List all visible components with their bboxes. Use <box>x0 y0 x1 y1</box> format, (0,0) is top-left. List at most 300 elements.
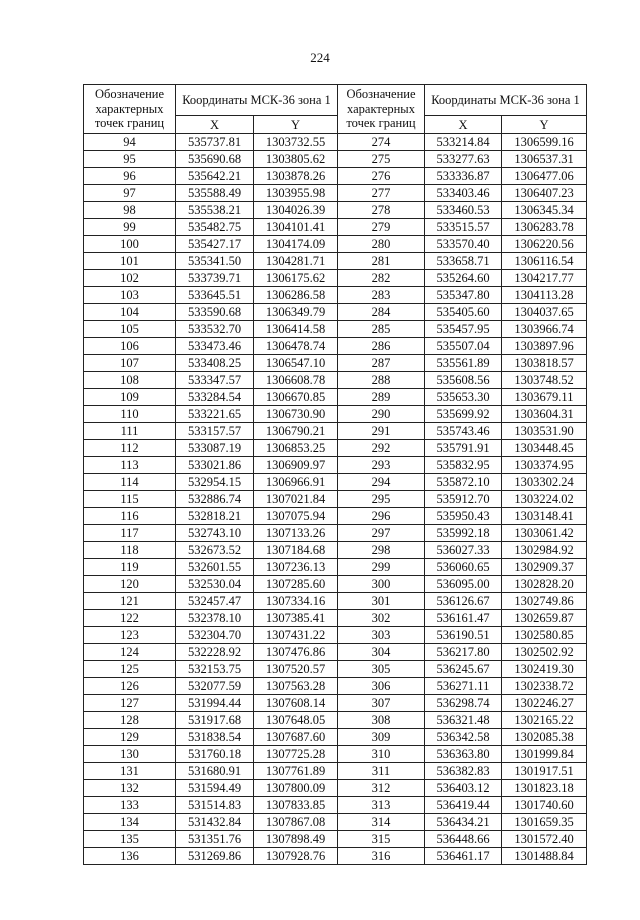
point-right-cell: 298 <box>338 542 425 559</box>
point-left-cell: 97 <box>84 185 176 202</box>
point-right-cell: 295 <box>338 491 425 508</box>
x-right-cell: 535912.70 <box>425 491 502 508</box>
y-left-cell: 1307563.28 <box>254 678 338 695</box>
x-left-cell: 533284.54 <box>176 389 254 406</box>
y-right-cell: 1302659.87 <box>502 610 587 627</box>
point-left-cell: 115 <box>84 491 176 508</box>
table-row <box>84 508 587 525</box>
x-left-cell: 532673.52 <box>176 542 254 559</box>
y-right-cell: 1303302.24 <box>502 474 587 491</box>
table-row <box>84 525 587 542</box>
point-left-cell: 99 <box>84 219 176 236</box>
table-row <box>84 644 587 661</box>
y-right-cell: 1301659.35 <box>502 814 587 831</box>
x-right-cell: 535832.95 <box>425 457 502 474</box>
table-row <box>84 797 587 814</box>
table-row <box>84 848 587 865</box>
y-left-cell: 1304101.41 <box>254 219 338 236</box>
y-right-cell: 1303897.96 <box>502 338 587 355</box>
y-right-cell: 1304037.65 <box>502 304 587 321</box>
x-right-cell: 536095.00 <box>425 576 502 593</box>
table-row <box>84 559 587 576</box>
x-left-cell: 531351.76 <box>176 831 254 848</box>
table-row <box>84 355 587 372</box>
x-right-cell: 533515.57 <box>425 219 502 236</box>
y-right-cell: 1306116.54 <box>502 253 587 270</box>
table-row <box>84 729 587 746</box>
x-right-cell: 536461.17 <box>425 848 502 865</box>
y-right-cell: 1303448.45 <box>502 440 587 457</box>
point-left-cell: 125 <box>84 661 176 678</box>
y-left-cell: 1307476.86 <box>254 644 338 661</box>
y-right-cell: 1306220.56 <box>502 236 587 253</box>
x-right-cell: 536060.65 <box>425 559 502 576</box>
x-right-cell: 533214.84 <box>425 134 502 151</box>
y-right-cell: 1304217.77 <box>502 270 587 287</box>
point-right-cell: 305 <box>338 661 425 678</box>
point-right-cell: 310 <box>338 746 425 763</box>
y-left-cell: 1303732.55 <box>254 134 338 151</box>
y-right-cell: 1306283.78 <box>502 219 587 236</box>
table-row <box>84 406 587 423</box>
x-left-cell: 533532.70 <box>176 321 254 338</box>
y-left-cell: 1306414.58 <box>254 321 338 338</box>
table-row <box>84 185 587 202</box>
point-left-cell: 122 <box>84 610 176 627</box>
x-right-cell: 535992.18 <box>425 525 502 542</box>
x-header-left: X <box>176 116 254 134</box>
point-left-cell: 100 <box>84 236 176 253</box>
y-left-cell: 1307431.22 <box>254 627 338 644</box>
point-right-cell: 294 <box>338 474 425 491</box>
y-right-cell: 1303748.52 <box>502 372 587 389</box>
x-right-cell: 536419.44 <box>425 797 502 814</box>
table-row <box>84 287 587 304</box>
table-row <box>84 474 587 491</box>
point-left-cell: 135 <box>84 831 176 848</box>
point-left-cell: 119 <box>84 559 176 576</box>
point-left-cell: 133 <box>84 797 176 814</box>
y-left-cell: 1306349.79 <box>254 304 338 321</box>
point-right-cell: 290 <box>338 406 425 423</box>
point-left-cell: 117 <box>84 525 176 542</box>
x-left-cell: 533157.57 <box>176 423 254 440</box>
x-left-cell: 531680.91 <box>176 763 254 780</box>
y-right-cell: 1302165.22 <box>502 712 587 729</box>
x-left-cell: 532457.47 <box>176 593 254 610</box>
x-right-cell: 536298.74 <box>425 695 502 712</box>
x-left-cell: 531994.44 <box>176 695 254 712</box>
point-right-cell: 307 <box>338 695 425 712</box>
y-right-cell: 1306599.16 <box>502 134 587 151</box>
y-right-cell: 1303531.90 <box>502 423 587 440</box>
point-right-cell: 301 <box>338 593 425 610</box>
point-left-cell: 120 <box>84 576 176 593</box>
y-left-cell: 1307385.41 <box>254 610 338 627</box>
y-left-cell: 1303805.62 <box>254 151 338 168</box>
x-right-cell: 536321.48 <box>425 712 502 729</box>
table-row <box>84 593 587 610</box>
point-right-cell: 275 <box>338 151 425 168</box>
x-left-cell: 531432.84 <box>176 814 254 831</box>
x-right-cell: 536161.47 <box>425 610 502 627</box>
y-right-cell: 1302749.86 <box>502 593 587 610</box>
x-right-cell: 536363.80 <box>425 746 502 763</box>
x-left-cell: 533590.68 <box>176 304 254 321</box>
point-right-cell: 306 <box>338 678 425 695</box>
y-right-cell: 1301917.51 <box>502 763 587 780</box>
y-left-cell: 1306790.21 <box>254 423 338 440</box>
table-row <box>84 236 587 253</box>
x-left-cell: 533021.86 <box>176 457 254 474</box>
table-row <box>84 814 587 831</box>
coords-header-right: Координаты МСК-36 зона 1 <box>425 85 587 116</box>
point-left-cell: 130 <box>84 746 176 763</box>
x-right-cell: 536245.67 <box>425 661 502 678</box>
x-left-cell: 531760.18 <box>176 746 254 763</box>
point-left-cell: 108 <box>84 372 176 389</box>
y-left-cell: 1307608.14 <box>254 695 338 712</box>
table-row <box>84 763 587 780</box>
x-right-cell: 535743.46 <box>425 423 502 440</box>
table-row <box>84 695 587 712</box>
x-header-right: X <box>425 116 502 134</box>
x-right-cell: 535347.80 <box>425 287 502 304</box>
table-row <box>84 202 587 219</box>
y-left-cell: 1307833.85 <box>254 797 338 814</box>
table-row <box>84 168 587 185</box>
x-left-cell: 532954.15 <box>176 474 254 491</box>
x-left-cell: 533347.57 <box>176 372 254 389</box>
y-right-cell: 1302909.37 <box>502 559 587 576</box>
point-left-cell: 131 <box>84 763 176 780</box>
y-right-cell: 1302338.72 <box>502 678 587 695</box>
point-left-cell: 116 <box>84 508 176 525</box>
y-left-cell: 1303955.98 <box>254 185 338 202</box>
y-left-cell: 1307687.60 <box>254 729 338 746</box>
y-right-cell: 1301999.84 <box>502 746 587 763</box>
point-right-cell: 276 <box>338 168 425 185</box>
x-left-cell: 535538.21 <box>176 202 254 219</box>
x-left-cell: 531594.49 <box>176 780 254 797</box>
x-right-cell: 536126.67 <box>425 593 502 610</box>
x-right-cell: 535264.60 <box>425 270 502 287</box>
y-left-cell: 1307184.68 <box>254 542 338 559</box>
y-left-cell: 1306730.90 <box>254 406 338 423</box>
x-right-cell: 536271.11 <box>425 678 502 695</box>
x-left-cell: 532153.75 <box>176 661 254 678</box>
x-right-cell: 533277.63 <box>425 151 502 168</box>
x-right-cell: 535791.91 <box>425 440 502 457</box>
y-left-cell: 1307133.26 <box>254 525 338 542</box>
y-left-cell: 1306286.58 <box>254 287 338 304</box>
y-left-cell: 1307648.05 <box>254 712 338 729</box>
table-row <box>84 134 587 151</box>
y-left-cell: 1307520.57 <box>254 661 338 678</box>
point-right-cell: 300 <box>338 576 425 593</box>
x-left-cell: 535588.49 <box>176 185 254 202</box>
table-row <box>84 270 587 287</box>
point-left-cell: 118 <box>84 542 176 559</box>
x-left-cell: 533408.25 <box>176 355 254 372</box>
y-right-cell: 1303679.11 <box>502 389 587 406</box>
y-left-cell: 1307928.76 <box>254 848 338 865</box>
x-left-cell: 532077.59 <box>176 678 254 695</box>
y-header-left: Y <box>254 116 338 134</box>
point-right-cell: 282 <box>338 270 425 287</box>
point-right-cell: 315 <box>338 831 425 848</box>
y-left-cell: 1306853.25 <box>254 440 338 457</box>
y-left-cell: 1307075.94 <box>254 508 338 525</box>
y-right-cell: 1302984.92 <box>502 542 587 559</box>
y-right-cell: 1304113.28 <box>502 287 587 304</box>
point-left-cell: 121 <box>84 593 176 610</box>
x-right-cell: 536448.66 <box>425 831 502 848</box>
y-right-cell: 1301740.60 <box>502 797 587 814</box>
point-left-cell: 98 <box>84 202 176 219</box>
y-left-cell: 1306478.74 <box>254 338 338 355</box>
point-left-cell: 95 <box>84 151 176 168</box>
y-left-cell: 1306608.78 <box>254 372 338 389</box>
point-right-cell: 281 <box>338 253 425 270</box>
y-left-cell: 1306966.91 <box>254 474 338 491</box>
y-header-right: Y <box>502 116 587 134</box>
coordinates-table <box>83 84 587 865</box>
point-right-cell: 293 <box>338 457 425 474</box>
y-left-cell: 1307898.49 <box>254 831 338 848</box>
table-row <box>84 627 587 644</box>
y-left-cell: 1304281.71 <box>254 253 338 270</box>
table-row <box>84 661 587 678</box>
y-left-cell: 1307285.60 <box>254 576 338 593</box>
y-left-cell: 1307800.09 <box>254 780 338 797</box>
point-right-cell: 279 <box>338 219 425 236</box>
x-left-cell: 535341.50 <box>176 253 254 270</box>
x-left-cell: 531838.54 <box>176 729 254 746</box>
y-right-cell: 1301572.40 <box>502 831 587 848</box>
point-right-cell: 277 <box>338 185 425 202</box>
point-right-cell: 287 <box>338 355 425 372</box>
y-right-cell: 1302246.27 <box>502 695 587 712</box>
point-left-cell: 136 <box>84 848 176 865</box>
point-left-cell: 109 <box>84 389 176 406</box>
point-right-cell: 278 <box>338 202 425 219</box>
point-left-cell: 103 <box>84 287 176 304</box>
x-left-cell: 532886.74 <box>176 491 254 508</box>
point-right-cell: 314 <box>338 814 425 831</box>
point-right-cell: 274 <box>338 134 425 151</box>
point-right-cell: 296 <box>338 508 425 525</box>
table-row <box>84 610 587 627</box>
x-right-cell: 535561.89 <box>425 355 502 372</box>
y-right-cell: 1303374.95 <box>502 457 587 474</box>
x-right-cell: 536027.33 <box>425 542 502 559</box>
y-left-cell: 1306175.62 <box>254 270 338 287</box>
point-left-cell: 102 <box>84 270 176 287</box>
table-body <box>84 134 587 865</box>
y-right-cell: 1302085.38 <box>502 729 587 746</box>
x-left-cell: 531269.86 <box>176 848 254 865</box>
point-left-cell: 134 <box>84 814 176 831</box>
x-left-cell: 532601.55 <box>176 559 254 576</box>
x-left-cell: 533473.46 <box>176 338 254 355</box>
x-left-cell: 533645.51 <box>176 287 254 304</box>
table-row <box>84 831 587 848</box>
x-right-cell: 535608.56 <box>425 372 502 389</box>
x-right-cell: 535699.92 <box>425 406 502 423</box>
x-left-cell: 535737.81 <box>176 134 254 151</box>
y-right-cell: 1303148.41 <box>502 508 587 525</box>
x-left-cell: 535427.17 <box>176 236 254 253</box>
x-left-cell: 532228.92 <box>176 644 254 661</box>
point-left-cell: 104 <box>84 304 176 321</box>
y-right-cell: 1303224.02 <box>502 491 587 508</box>
point-left-cell: 132 <box>84 780 176 797</box>
y-right-cell: 1306537.31 <box>502 151 587 168</box>
y-left-cell: 1306909.97 <box>254 457 338 474</box>
x-right-cell: 533336.87 <box>425 168 502 185</box>
point-right-cell: 311 <box>338 763 425 780</box>
x-left-cell: 531514.83 <box>176 797 254 814</box>
y-left-cell: 1307761.89 <box>254 763 338 780</box>
x-right-cell: 535653.30 <box>425 389 502 406</box>
point-left-cell: 107 <box>84 355 176 372</box>
point-right-cell: 299 <box>338 559 425 576</box>
table-row <box>84 440 587 457</box>
x-left-cell: 532378.10 <box>176 610 254 627</box>
x-right-cell: 535457.95 <box>425 321 502 338</box>
table-row <box>84 576 587 593</box>
x-left-cell: 533221.65 <box>176 406 254 423</box>
y-left-cell: 1306547.10 <box>254 355 338 372</box>
y-right-cell: 1302502.92 <box>502 644 587 661</box>
point-label-header-right: Обозначение характерных точек границ <box>338 85 425 134</box>
table-row <box>84 219 587 236</box>
table-row <box>84 338 587 355</box>
x-right-cell: 533460.53 <box>425 202 502 219</box>
point-right-cell: 289 <box>338 389 425 406</box>
y-left-cell: 1307334.16 <box>254 593 338 610</box>
point-right-cell: 283 <box>338 287 425 304</box>
x-right-cell: 536403.12 <box>425 780 502 797</box>
point-right-cell: 291 <box>338 423 425 440</box>
point-left-cell: 105 <box>84 321 176 338</box>
point-right-cell: 288 <box>338 372 425 389</box>
y-right-cell: 1303818.57 <box>502 355 587 372</box>
y-left-cell: 1307725.28 <box>254 746 338 763</box>
x-left-cell: 532743.10 <box>176 525 254 542</box>
y-right-cell: 1301823.18 <box>502 780 587 797</box>
y-left-cell: 1307021.84 <box>254 491 338 508</box>
y-left-cell: 1304174.09 <box>254 236 338 253</box>
x-left-cell: 535642.21 <box>176 168 254 185</box>
x-left-cell: 535482.75 <box>176 219 254 236</box>
table-row <box>84 491 587 508</box>
x-left-cell: 535690.68 <box>176 151 254 168</box>
point-left-cell: 129 <box>84 729 176 746</box>
table-row <box>84 457 587 474</box>
point-right-cell: 316 <box>338 848 425 865</box>
point-left-cell: 111 <box>84 423 176 440</box>
page-number: 224 <box>310 50 330 65</box>
x-left-cell: 532304.70 <box>176 627 254 644</box>
table-row <box>84 321 587 338</box>
y-right-cell: 1306407.23 <box>502 185 587 202</box>
point-left-cell: 112 <box>84 440 176 457</box>
table-row <box>84 389 587 406</box>
x-right-cell: 535405.60 <box>425 304 502 321</box>
point-right-cell: 285 <box>338 321 425 338</box>
x-right-cell: 533570.40 <box>425 236 502 253</box>
y-right-cell: 1303061.42 <box>502 525 587 542</box>
x-right-cell: 533658.71 <box>425 253 502 270</box>
y-right-cell: 1302828.20 <box>502 576 587 593</box>
x-right-cell: 536342.58 <box>425 729 502 746</box>
y-right-cell: 1302419.30 <box>502 661 587 678</box>
x-right-cell: 535950.43 <box>425 508 502 525</box>
x-right-cell: 533403.46 <box>425 185 502 202</box>
table-row <box>84 423 587 440</box>
table-row <box>84 253 587 270</box>
table-row <box>84 678 587 695</box>
point-left-cell: 126 <box>84 678 176 695</box>
point-right-cell: 284 <box>338 304 425 321</box>
point-right-cell: 309 <box>338 729 425 746</box>
point-left-cell: 110 <box>84 406 176 423</box>
point-label-header-left: Обозначение характерных точек границ <box>84 85 176 134</box>
x-left-cell: 532530.04 <box>176 576 254 593</box>
point-right-cell: 280 <box>338 236 425 253</box>
table-row <box>84 542 587 559</box>
point-left-cell: 101 <box>84 253 176 270</box>
x-right-cell: 536217.80 <box>425 644 502 661</box>
point-right-cell: 308 <box>338 712 425 729</box>
point-left-cell: 94 <box>84 134 176 151</box>
y-right-cell: 1303966.74 <box>502 321 587 338</box>
table-header <box>84 85 587 134</box>
point-right-cell: 302 <box>338 610 425 627</box>
table-row <box>84 304 587 321</box>
x-right-cell: 536190.51 <box>425 627 502 644</box>
x-right-cell: 535507.04 <box>425 338 502 355</box>
point-right-cell: 297 <box>338 525 425 542</box>
point-right-cell: 303 <box>338 627 425 644</box>
header-row <box>84 85 587 116</box>
point-left-cell: 128 <box>84 712 176 729</box>
table-row <box>84 746 587 763</box>
point-left-cell: 113 <box>84 457 176 474</box>
point-left-cell: 127 <box>84 695 176 712</box>
table-row <box>84 712 587 729</box>
y-left-cell: 1304026.39 <box>254 202 338 219</box>
point-right-cell: 312 <box>338 780 425 797</box>
x-left-cell: 533739.71 <box>176 270 254 287</box>
point-left-cell: 123 <box>84 627 176 644</box>
point-left-cell: 106 <box>84 338 176 355</box>
table-row <box>84 780 587 797</box>
point-left-cell: 114 <box>84 474 176 491</box>
point-right-cell: 286 <box>338 338 425 355</box>
point-right-cell: 292 <box>338 440 425 457</box>
x-right-cell: 536382.83 <box>425 763 502 780</box>
y-right-cell: 1303604.31 <box>502 406 587 423</box>
y-right-cell: 1306345.34 <box>502 202 587 219</box>
x-right-cell: 536434.21 <box>425 814 502 831</box>
y-right-cell: 1301488.84 <box>502 848 587 865</box>
table-row <box>84 372 587 389</box>
y-left-cell: 1307236.13 <box>254 559 338 576</box>
point-left-cell: 96 <box>84 168 176 185</box>
